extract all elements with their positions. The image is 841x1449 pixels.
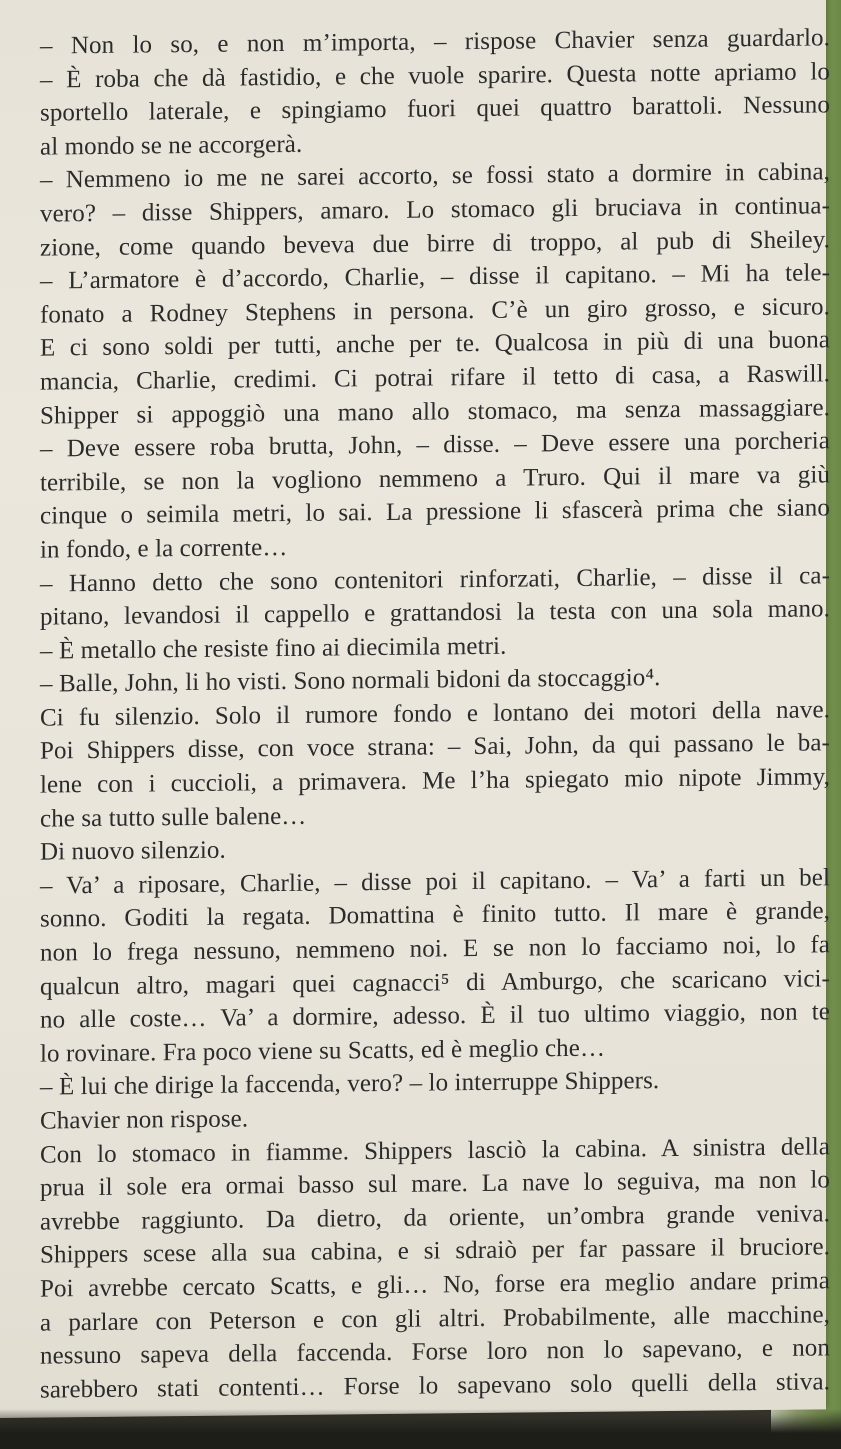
text-line: Shipper si appoggiò una mano allo stomaco, ma senza massaggiare. — [40, 393, 830, 430]
text-line: vero? – disse Shippers, amaro. Lo stomaco gli bruciava in continua- — [40, 192, 830, 228]
text-line: nessuno sapeva della faccenda. Forse loro non lo sapevano, e non — [40, 1334, 830, 1370]
text-line: sonno. Goditi la regata. Domattina è finito tutto. Il mare è grande, — [40, 897, 830, 934]
text-line: sportello laterale, e spingiamo fuori quei quattro barattoli. Nessuno — [40, 91, 830, 127]
text-line: qualcun altro, magari quei cagnacci⁵ di Amburgo, che scaricano vici- — [40, 964, 830, 1001]
text-line: Chavier non rispose. — [40, 1105, 249, 1135]
text-line: a parlare con Peterson e con gli altri. Probabilmente, alle macchine, — [40, 1300, 830, 1337]
text-line: fonato a Rodney Stephens in persona. C’è un giro grosso, e sicuro. — [40, 293, 830, 329]
text-line: al mondo se ne accorgerà. — [40, 130, 303, 161]
text-line: avrebbe raggiunto. Da dietro, da oriente, un’ombra grande veniva. — [40, 1200, 830, 1236]
text-line: che sa tutto sulle balene… — [40, 802, 307, 833]
text-line: in fondo, e la corrente… — [40, 533, 288, 564]
text-line: Poi Shippers disse, con voce strana: – Sai, John, da qui passano le ba- — [40, 729, 830, 766]
text-line: mancia, Charlie, credimi. Ci potrai rifare il tetto di casa, a Raswill. — [40, 360, 830, 396]
text-line: lo rovinare. Fra poco viene su Scatts, ed è meglio che… — [40, 1034, 606, 1068]
text-line: Poi avrebbe cercato Scatts, e gli… No, forse era meglio andare prima — [40, 1267, 830, 1303]
text-line: terribile, se non la vogliono nemmeno a Truro. Qui il mare va giù — [40, 461, 830, 497]
text-line: – L’armatore è d’accordo, Charlie, – disse il capitano. – Mi ha tele- — [40, 259, 830, 295]
text-line: – Va’ a riposare, Charlie, – disse poi il capitano. – Va’ a farti un bel — [40, 864, 830, 900]
text-line: cinque o seimila metri, lo sai. La pressione li sfascerà prima che siano — [40, 494, 830, 530]
page-text — [40, 21, 830, 1407]
text-line: lene con i cuccioli, a primavera. Me l’ha spiegato mio nipote Jimmy, — [40, 763, 830, 799]
text-line: – Balle, John, li ho visti. Sono normali bidoni da stoccaggio⁴. — [40, 664, 661, 698]
text-line: Shippers scese alla sua cabina, e si sdraiò per far passare il bruciore. — [40, 1233, 830, 1269]
text-line: – È roba che dà fastidio, e che vuole sparire. Questa notte apriamo lo — [40, 57, 830, 94]
bottom-shadow — [0, 1409, 841, 1449]
text-line: – È metallo che resiste fino ai diecimila metri. — [40, 632, 507, 665]
text-line: no alle coste… Va’ a dormire, adesso. È il tuo ultimo viaggio, non te — [40, 998, 830, 1034]
text-line: E ci sono soldi per tutti, anche per te. Qualcosa in più di una buona — [40, 326, 830, 362]
text-line: Ci fu silenzio. Solo il rumore fondo e lontano dei motori della nave. — [40, 696, 830, 732]
text-line: – Nemmeno io me ne sarei accorto, se fossi stato a dormire in cabina, — [40, 158, 830, 194]
text-line: – È lui che dirige la faccenda, vero? – lo interruppe Shippers. — [40, 1067, 660, 1101]
text-line: prua il sole era ormai basso sul mare. La nave lo seguiva, ma non lo — [40, 1166, 830, 1202]
text-line: non lo frega nessuno, nemmeno noi. E se non lo facciamo noi, lo fa — [40, 931, 830, 967]
text-line: zione, come quando beveva due birre di troppo, al pub di Sheiley. — [40, 225, 830, 262]
text-line: pitano, levandosi il cappello e grattandosi la testa con una sola mano. — [40, 595, 830, 631]
text-line: sarebbero stati contenti… Forse lo sapevano solo quelli della stiva. — [40, 1368, 830, 1404]
text-line: – Non lo so, e non m’importa, – rispose Chavier senza guardarlo. — [40, 24, 830, 60]
text-line: – Deve essere roba brutta, John, – disse. – Deve essere una porcheria — [40, 427, 830, 463]
text-line: Di nuovo silenzio. — [40, 836, 226, 866]
text-line: Con lo stomaco in fiamme. Shippers lasciò la cabina. A sinistra della — [40, 1132, 830, 1169]
text-line: – Hanno detto che sono contenitori rinforzati, Charlie, – disse il ca- — [40, 561, 830, 598]
